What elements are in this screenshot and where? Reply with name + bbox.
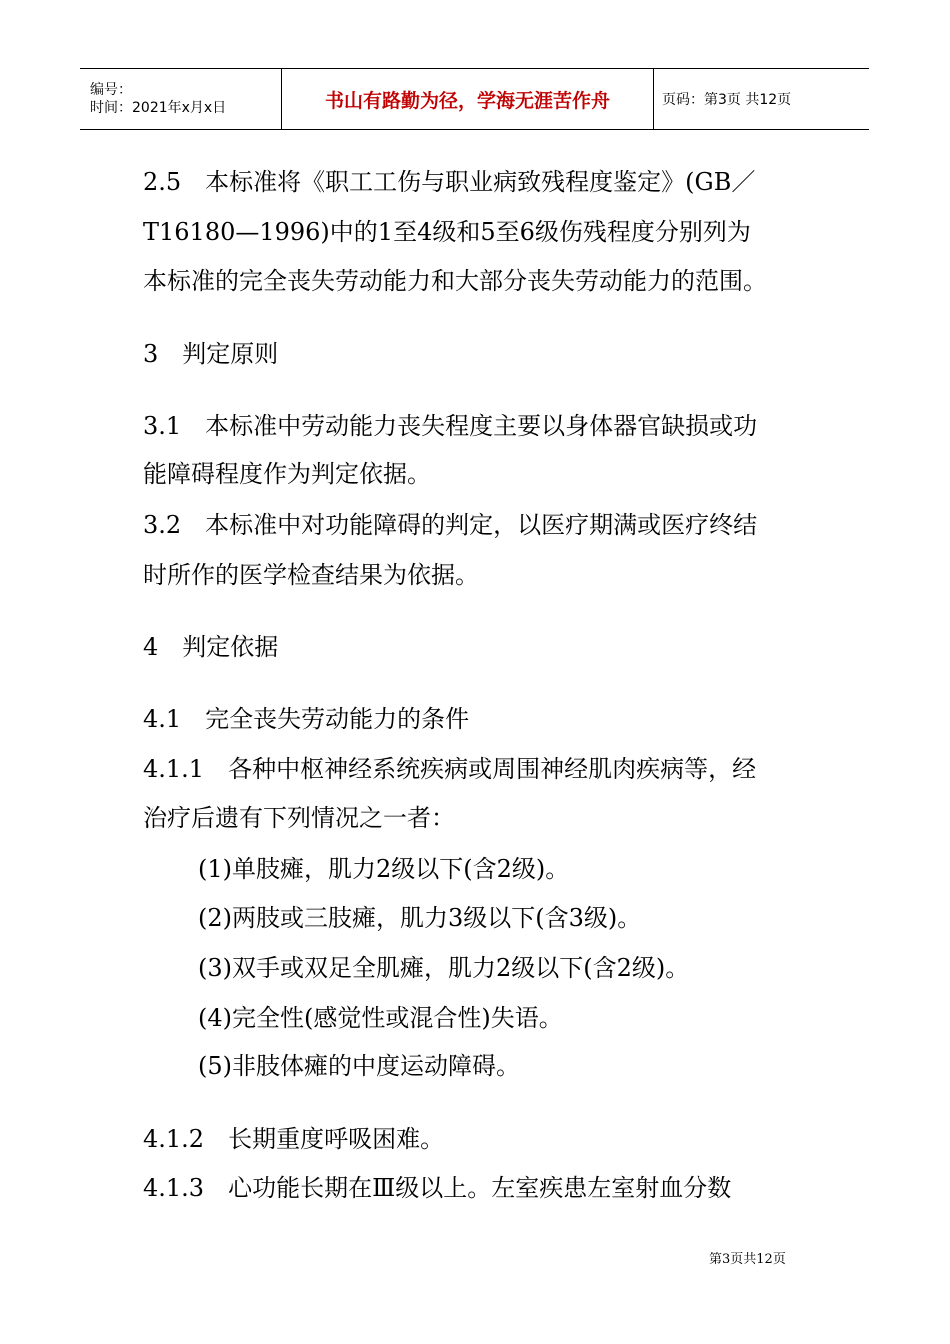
paragraph-line: 2.5 本标准将《职工工伤与职业病致残程度鉴定》(GB／ [143,168,756,196]
list-item: (4)完全性(感觉性或混合性)失语。 [198,1004,563,1032]
paragraph-line: T16180—1996)中的1至4级和5至6级伤残程度分别列为 [143,218,751,246]
header-motto [281,69,654,129]
list-item: (5)非肢体瘫的中度运动障碍。 [198,1052,520,1080]
document-number-label: 编号： [90,82,132,98]
paragraph-line: 能障碍程度作为判定依据。 [143,460,431,488]
list-item: (2)两肢或三肢瘫，肌力3级以下(含3级)。 [198,904,642,932]
paragraph-line: 时所作的医学检查结果为依据。 [143,561,479,589]
header-meta [80,69,281,129]
paragraph-line: 3.2 本标准中对功能障碍的判定，以医疗期满或医疗终结 [143,511,758,539]
header-page-label: 页码：第3页 共12页 [662,92,792,108]
paragraph-line: 4.1.2 长期重度呼吸困难。 [143,1125,445,1153]
paragraph-line: 治疗后遗有下列情况之一者： [143,804,455,832]
page-footer: 第3页共12页 [709,1252,786,1267]
paragraph-line: 本标准的完全丧失劳动能力和大部分丧失劳动能力的范围。 [143,267,767,295]
list-item: (3)双手或双足全肌瘫，肌力2级以下(含2级)。 [198,954,690,982]
motto-text: 书山有路勤为径，学海无涯苦作舟 [324,89,610,112]
page-header [80,68,869,130]
paragraph-line: 3.1 本标准中劳动能力丧失程度主要以身体器官缺损或功 [143,412,758,440]
paragraph-line: 4.1.1 各种中枢神经系统疾病或周围神经肌肉疾病等，经 [143,755,757,783]
paragraph-line: 4.1.3 心功能长期在Ⅲ级以上。左室疾患左室射血分数 [143,1174,732,1202]
header-page-info [654,69,869,129]
list-item: (1)单肢瘫，肌力2级以下(含2级)。 [198,855,570,883]
section-heading: 4 判定依据 [143,633,279,661]
document-date-label: 时间：2021年x月x日 [90,100,227,116]
subsection-heading: 4.1 完全丧失劳动能力的条件 [143,705,470,733]
section-heading: 3 判定原则 [143,340,279,368]
